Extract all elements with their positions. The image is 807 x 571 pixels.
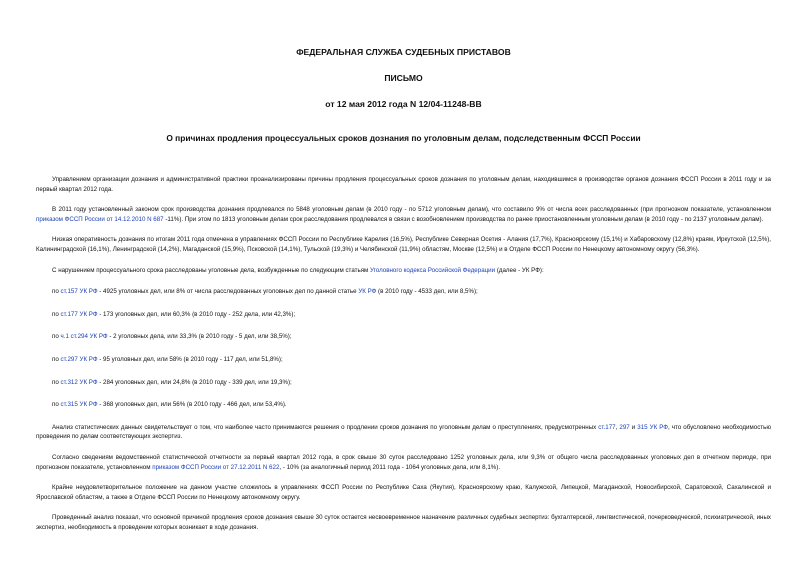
paragraph-q1-2012 [36,453,771,472]
article-315-link[interactable]: ст.315 УК РФ [60,401,98,409]
list-item [36,378,771,388]
paragraph-unsatisfactory: Крайне неудовлетворительное положение на данном участке сложилось в управлениях ФССП России по Республике Саха (Якутия), Красноярскому краю, Калужской, Липецкой, Магаданской, Новосибирской, Саратовской, Сахалинской и Ярославской областям, а также в Отделе ФССП России по Ненецкому автономному округу. [36,484,771,501]
article-297-link[interactable]: ст.297 УК РФ [60,355,98,363]
list-item [36,310,771,320]
criminal-code-short-link[interactable]: УК РФ [358,288,377,296]
document-date-number: от 12 мая 2012 года N 12/04-11248-ВВ [325,99,482,109]
list-item-text: - 2 уголовных дела, или 33,3% (в 2010 году - 5 дел, или 38,5%); [107,333,292,341]
organization-heading: ФЕДЕРАЛЬНАЯ СЛУЖБА СУДЕБНЫХ ПРИСТАВОВ [296,47,511,57]
list-item [36,400,771,410]
list-item-prefix: по [52,378,61,386]
article-297-ref-link[interactable]: 297 [619,423,630,431]
article-177-ref-link[interactable]: ст.177 [598,423,616,431]
list-item [36,332,771,342]
paragraph-text: , что обусловлено необходимостью проведения по делам соответствующих экспертиз. [36,423,771,441]
paragraph-2011-stats [36,205,771,224]
article-294-link[interactable]: ч.1 ст.294 УК РФ [60,333,108,341]
document-type-heading: ПИСЬМО [384,73,423,83]
list-item-text: - 173 уголовных дел, или 60,3% (в 2010 году - 252 дела, или 42,3%); [97,310,296,318]
paragraph-text: (далее - УК РФ): [495,266,544,274]
order-622-link[interactable]: приказом ФССП России от 27.12.2011 N 622 [152,463,280,471]
article-177-link[interactable]: ст.177 УК РФ [60,310,98,318]
article-315-ref-link[interactable]: 315 УК РФ [637,423,669,431]
criminal-code-link[interactable]: Уголовного кодекса Российской Федерации [370,266,496,274]
list-item-text: (в 2010 году - 4533 дел, или 8,5%); [376,288,478,296]
paragraph-low-efficiency: Низкая оперативность дознания по итогам 2011 года отмечена в управлениях ФССП России по Республике Карелия (16,5%), Республике Северная Осетия - Алания (17,7%), Красноярскому (15,1%) и Хабаровскому (12,8%) краям, Иркутской (12,5%), Калининградской (16,1%), Ленинградской (14,2%), Магаданской (15,9%), Псковской (14,1%), Тульской (19,3%) и Челябинской (11,9%) областям, Москве (12,5%) и в Отделе ФССП России по Ненецкому автономному округу (56,3%). [36,236,771,253]
paragraph-text: , - 10% (за аналогичный период 2011 года - 1064 уголовных дела, или 8,1%). [279,463,501,471]
paragraph-text: -11%). При этом по 1813 уголовным делам срок расследования продлевался в связи с возобновлением производства по ранее приостановленным уголовным делам (в 2010 году - по 2137 уголовным делам). [163,215,764,223]
list-item-text: - 368 уголовных дел, или 56% (в 2010 году - 466 дел, или 53,4%). [97,401,287,409]
paragraph-text: Согласно сведениям ведомственной статистической отчетности за первый квартал 2012 года, в срок свыше 30 суток расследовано 1252 уголовных дела, или 9,3% от общего числа расследованных уголовных дел в отчетном периоде, при прогнозном показателе, установленном [36,453,771,471]
paragraph-analysis [36,423,771,442]
list-item [36,355,771,365]
list-item-text: - 4925 уголовных дел, или 8% от числа расследованных уголовных дел по данной статье [97,288,359,296]
list-item-prefix: по [52,401,61,409]
article-312-link[interactable]: ст.312 УК РФ [60,378,98,386]
separator-text: и [629,423,638,431]
separator-text: , [615,423,620,431]
paragraph-text: Анализ статистических данных свидетельствует о том, что наиболее часто принимаются решения о продлении сроков дознания по уголовным делам о преступлениях, предусмотренных [52,423,599,431]
paragraph-conclusion: Проведенный анализ показал, что основной причиной продления сроков дознания свыше 30 суток остается несвоевременное назначение различных судебных экспертиз: бухгалтерской, лингвистической, почерковедческой, психиатрической, иных экспертиз, необходимость в проведении которых возникает в ходе дознания. [36,514,771,531]
list-item-prefix: по [52,355,61,363]
list-item-text: - 95 уголовных дел, или 58% (в 2010 году - 117 дел, или 51,8%); [97,355,283,363]
paragraph-text: С нарушением процессуального срока расследованы уголовные дела, возбужденные по следующим статьям [52,266,371,274]
list-item-text: - 284 уголовных дел, или 24,8% (в 2010 году - 339 дел, или 19,3%); [97,378,292,386]
list-item-prefix: по [52,288,61,296]
paragraph-intro: Управлением организации дознания и административной практики проанализированы причины продления процессуальных сроков дознания по уголовным делам, находившимся в производстве органов дознания ФССП России в 2011 году и за первый квартал 2012 года. [36,176,771,193]
list-item-prefix: по [52,310,61,318]
paragraph-text: В 2011 году установленный законом срок производства дознания продлевался по 5848 уголовным делам (в 2010 году - по 5712 уголовным делам), что составило 9% от числа всех расследованных (при прогнозном показателе, установленном [52,206,771,214]
paragraph-violations-intro [36,266,771,276]
list-item [36,287,771,297]
list-item-prefix: по [52,333,61,341]
article-157-link[interactable]: ст.157 УК РФ [60,288,98,296]
document-title: О причинах продления процессуальных сроков дознания по уголовным делам, подследственным ФССП России [166,133,641,143]
order-687-link[interactable]: приказом ФССП России от 14.12.2010 N 687 [36,215,164,223]
